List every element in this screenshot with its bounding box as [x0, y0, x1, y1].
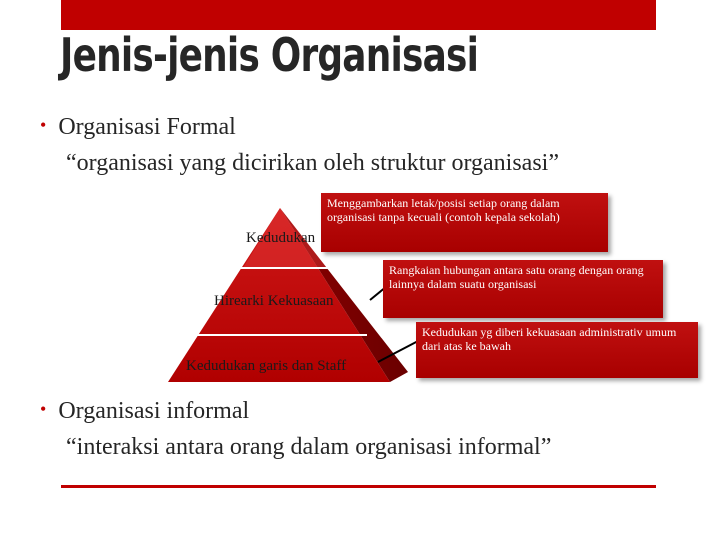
pyramid-level-2-label: Hirearki Kekuasaan [214, 293, 334, 309]
bullet-heading-formal: Organisasi Formal [58, 114, 236, 140]
callout-hirearki: Rangkaian hubungan antara satu orang dengan orang lainnya dalam suatu organisasi [383, 260, 663, 318]
quote-formal: “organisasi yang dicirikan oleh struktur organisasi” [66, 150, 559, 176]
bottom-accent-line [61, 485, 656, 488]
bullet-informal [40, 398, 249, 425]
bullet-dot-icon: • [40, 399, 47, 419]
pyramid-level-1-label: Kedudukan [246, 230, 316, 246]
pyramid-level-3-label: Kedudukan garis dan Staff [186, 358, 347, 374]
bullet-dot-icon: • [40, 115, 47, 135]
slide-title: Jenis-jenis Organisasi [60, 28, 479, 82]
callout-kedudukan: Menggambarkan letak/posisi setiap orang dalam organisasi tanpa kecuali (contoh kepala sekolah) [321, 193, 608, 252]
bullet-heading-informal: Organisasi informal [58, 398, 250, 424]
callout-garis-staff: Kedudukan yg diberi kekuasaan administrativ umum dari atas ke bawah [416, 322, 698, 378]
quote-informal: “interaksi antara orang dalam organisasi informal” [66, 434, 552, 460]
